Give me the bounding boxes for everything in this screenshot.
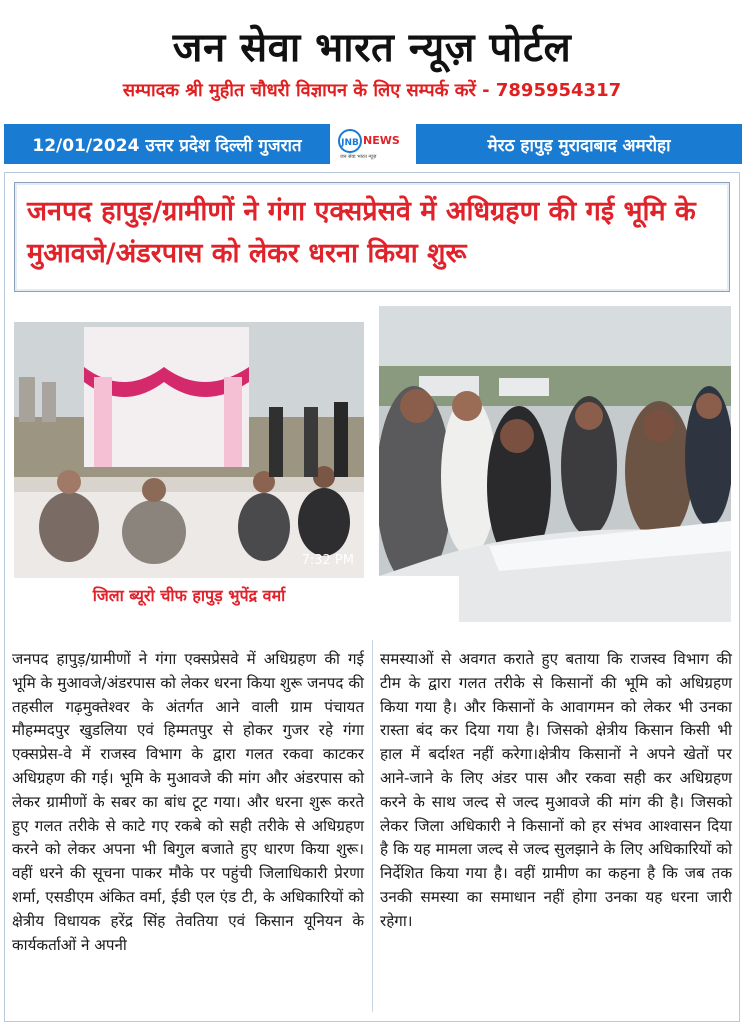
ticker-bar: [0, 124, 744, 164]
article-headline: जनपद हापुड़/ग्रामीणों ने गंगा एक्सप्रेसवे में अधिग्रहण की गई भूमि के मुआवजे/अंडरपास को लेकर धरना किया शुरू: [27, 196, 696, 269]
protest-tent-photo: [14, 322, 364, 578]
jnb-news-logo-icon: [336, 128, 412, 160]
ticker-cities: मेरठ हापुड़ मुरादाबाद अमरोहा: [416, 124, 742, 164]
ticker-date-regions: 12/01/2024 उत्तर प्रदेश दिल्ली गुजरात: [4, 124, 330, 164]
portal-title: जन सेवा भारत न्यूज़ पोर्टल: [172, 25, 572, 71]
photo-caption: जिला ब्यूरो चीफ हापुड़ भुपेंद्र वर्मा: [92, 586, 286, 605]
officials-map-photo: [379, 306, 731, 622]
article-body-column-2: समस्याओं से अवगत कराते हुए बताया कि राजस्व विभाग की टीम के द्वारा गलत तरीके से किसानों की भूमि को अधिग्रहण किया गया है। और किसानों के आवागमन को लेकर भी उनका रास्ता बंद कर दिया गया है। जिसको क्षेत्रीय किसान किसी भी हाल में बर्दाश्त नहीं करेगा।क्षेत्रीय किसानों ने अपने खेतों पर आने-जाने के लिए अंडर पास और रकवा सही कर अधिग्रहण करने के साथ जल्द से जल्द मुआवजे की मांग की है। जिसको लेकर जिला अधिकारी ने किसानों को हर संभव आश्वासन दिया है कि यह मामला जल्द से जल्द सुलझाने के लिए अधिकारियों को निर्देशित किया गया है। वहीं ग्रामीण का कहना है कि जब तक उनकी समस्या का समाधान नहीं होगा उनका यह धरना जारी रहेगा।: [380, 650, 732, 930]
column-divider: [372, 640, 373, 1012]
editor-contact-line: सम्पादक श्री मुहीत चौधरी विज्ञापन के लिए सम्पर्क करें - 7895954317: [122, 80, 622, 101]
photo-timestamp: 7:32 PM: [301, 553, 354, 568]
svg-text:NEWS: NEWS: [363, 134, 400, 147]
svg-text:JNB: JNB: [341, 138, 359, 148]
headline-box: [14, 182, 730, 292]
svg-text:जन सेवा भारत न्यूज़: जन सेवा भारत न्यूज़: [340, 154, 377, 160]
article-body-column-1: जनपद हापुड़/ग्रामीणों ने गंगा एक्सप्रेसवे में अधिग्रहण की गई भूमि के मुआवजे/अंडरपास को लेकर धरना किया शुरू जनपद की तहसील गढ़मुक्तेश्वर के अंतर्गत आने वाली ग्राम पंचायत मौहम्मदपुर खुडलिया एवं हिम्मतपुर से होकर गुजर रहे गंगा एक्सप्रेस-वे में राजस्व विभाग के द्वारा गलत रकवा काटकर अधिग्रहण की गई। भूमि के मुआवजे की मांग और अंडरपास को लेकर ग्रामीणों के सबर का बांध टूट गया। और धरना शुरू करते हुए गलत तरीके से काटे गए रकबे को सही तरीके से अधिग्रहण करने को लेकर अपना भी बिगुल बजाते हुए धारण किया शुरू। वहीं धरने की सूचना पाकर मौके पर पहुंची जिलाधिकारी प्रेरणा शर्मा, एसडीएम अंकित वर्मा, ईडी एल एंड टी, के अधिकारियों को क्षेत्रीय विधायक हरेंद्र सिंह तेवतिया एवं किसान यूनियन के कार्यकर्ताओं ने अपनी: [12, 650, 364, 954]
